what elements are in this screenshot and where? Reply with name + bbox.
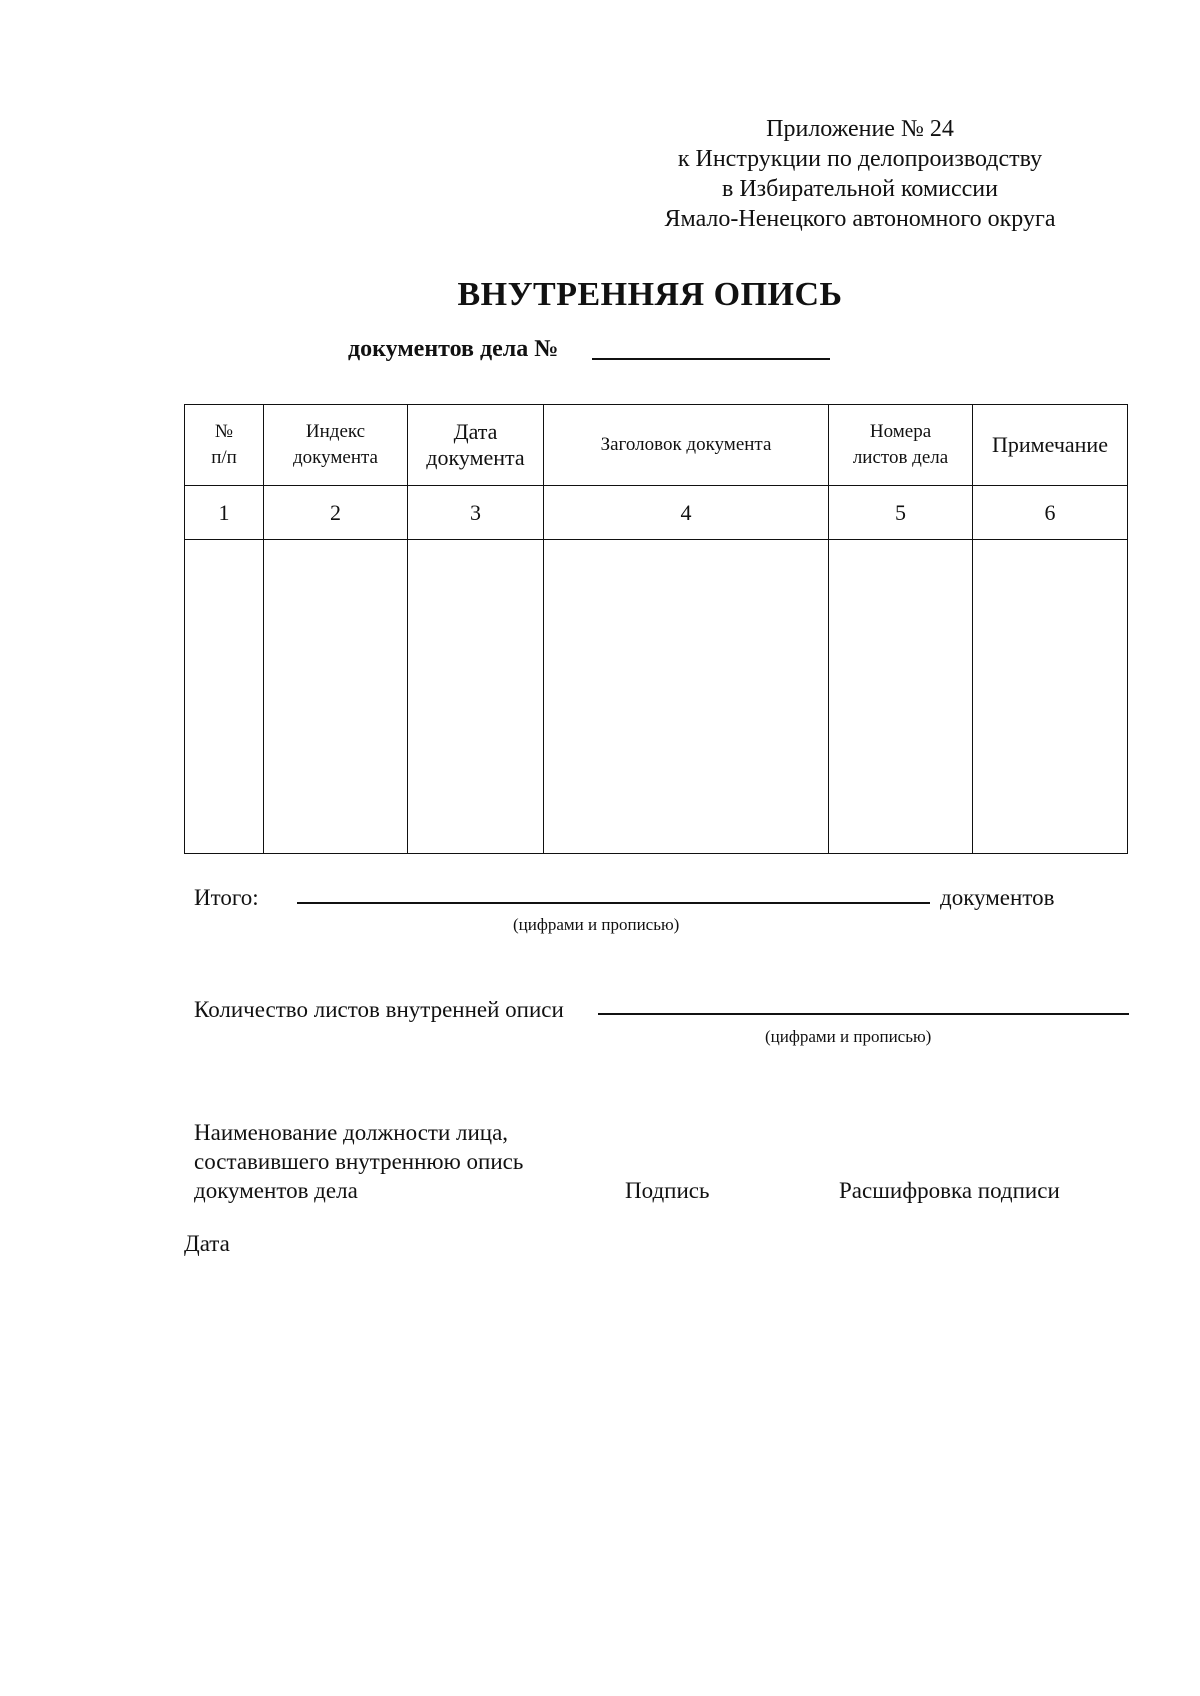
- sheets-blank[interactable]: [598, 1013, 1129, 1015]
- position-line-2: составившего внутреннюю опись: [194, 1149, 524, 1174]
- empty-cell-index[interactable]: [264, 540, 408, 854]
- header-date: [408, 405, 544, 486]
- column-number-2: 2: [264, 486, 408, 540]
- column-number-row: [185, 486, 1128, 540]
- table-header-row: [185, 405, 1128, 486]
- column-number-5: 5: [829, 486, 973, 540]
- column-number-4: 4: [544, 486, 829, 540]
- sheets-hint: (цифрами и прописью): [765, 1027, 932, 1046]
- date-label: Дата: [184, 1231, 230, 1256]
- column-number-3: 3: [408, 486, 544, 540]
- column-number-6: 6: [973, 486, 1128, 540]
- column-number-1: 1: [185, 486, 264, 540]
- sheets-label: Количество листов внутренней описи: [194, 997, 564, 1022]
- header-sheets-line1: Номера: [869, 421, 932, 442]
- document-title: ВНУТРЕННЯЯ ОПИСЬ: [457, 276, 843, 313]
- header-note-line1: Примечание: [992, 432, 1108, 457]
- document-subtitle: документов дела №: [348, 336, 559, 362]
- appendix-line-2: к Инструкции по делопроизводству: [677, 146, 1043, 172]
- inventory-table: [184, 404, 1128, 854]
- header-sheets: [829, 405, 973, 486]
- appendix-line-1: Приложение № 24: [766, 116, 954, 142]
- position-line-3: документов дела: [194, 1178, 358, 1203]
- position-line-1: Наименование должности лица,: [194, 1120, 509, 1145]
- header-number-line2: п/п: [211, 447, 237, 468]
- header-date-line1: Дата: [453, 419, 498, 444]
- header-sheets-line2: листов дела: [852, 447, 949, 468]
- case-number-blank[interactable]: [592, 358, 830, 360]
- signature-decode-label: Расшифровка подписи: [839, 1178, 1060, 1203]
- empty-cell-sheets[interactable]: [829, 540, 973, 854]
- header-title-line1: Заголовок документа: [600, 434, 772, 455]
- signature-label: Подпись: [625, 1178, 710, 1203]
- header-index-line1: Индекс: [305, 421, 366, 442]
- header-number-line1: №: [214, 421, 234, 442]
- totals-suffix: документов: [940, 885, 1055, 910]
- header-note: [973, 405, 1128, 486]
- appendix-line-3: в Избирательной комиссии: [722, 176, 998, 202]
- totals-label: Итого:: [194, 885, 259, 910]
- empty-cell-title[interactable]: [544, 540, 829, 854]
- empty-cell-note[interactable]: [973, 540, 1128, 854]
- header-number: [185, 405, 264, 486]
- empty-cell-number[interactable]: [185, 540, 264, 854]
- header-index-line2: документа: [293, 447, 378, 468]
- table-row: [185, 540, 1128, 854]
- appendix-block: [600, 114, 1120, 234]
- totals-blank[interactable]: [297, 902, 930, 904]
- empty-cell-date[interactable]: [408, 540, 544, 854]
- header-title: [544, 405, 829, 486]
- totals-hint: (цифрами и прописью): [513, 915, 680, 934]
- appendix-line-4: Ямало-Ненецкого автономного округа: [664, 206, 1056, 232]
- header-date-line2: документа: [426, 445, 525, 470]
- header-index: [264, 405, 408, 486]
